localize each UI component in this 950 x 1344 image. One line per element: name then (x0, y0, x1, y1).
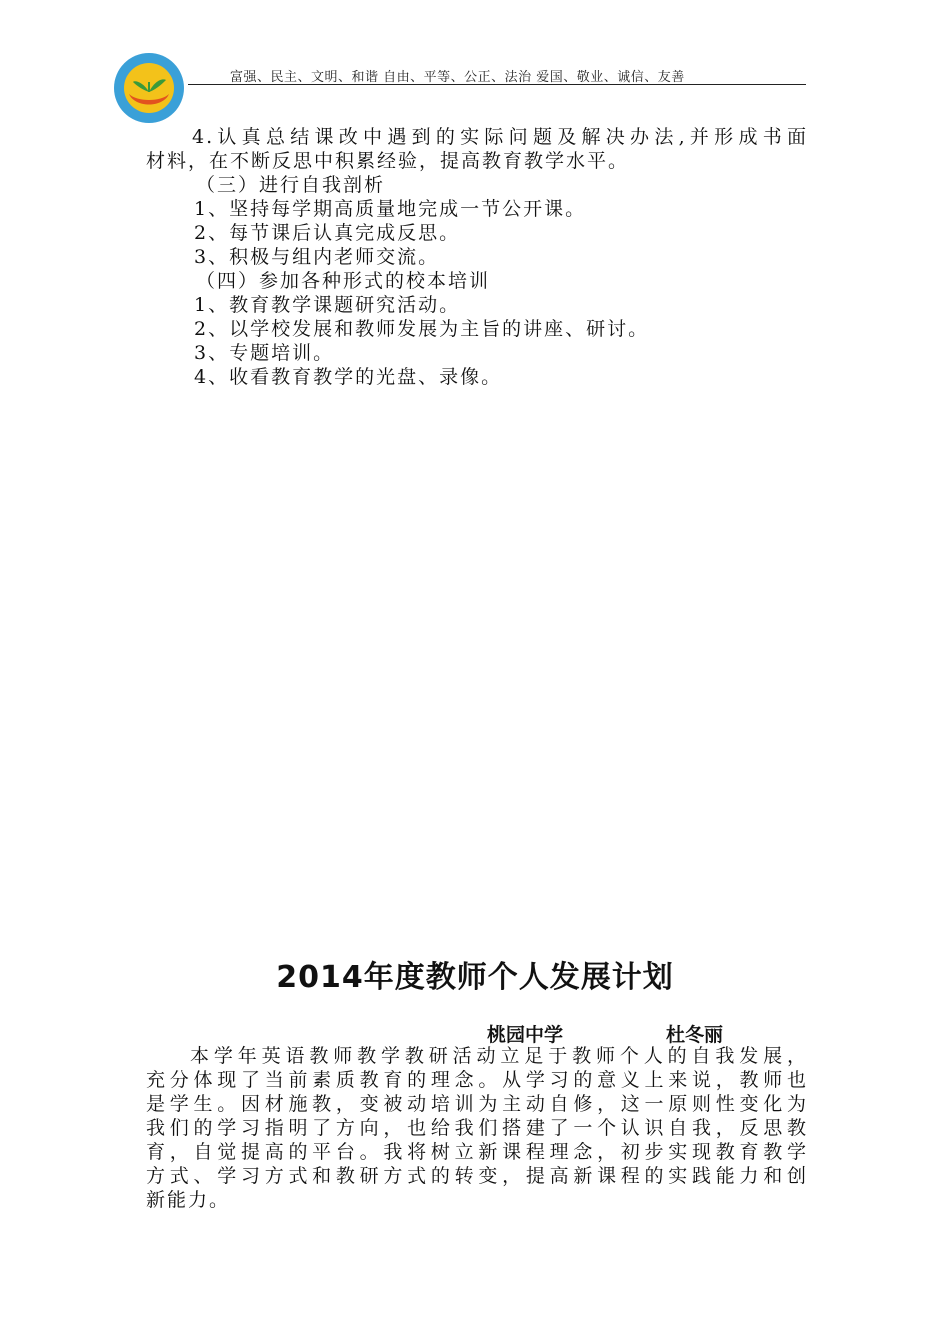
school-logo-icon (113, 52, 185, 124)
author-name: 杜冬丽 (666, 1024, 724, 1046)
paragraph-line: 充分体现了当前素质教育的理念。从学习的意义上来说，教师也 (146, 1069, 808, 1091)
page-header (0, 0, 950, 120)
section-heading-3: （三）进行自我剖析 (196, 174, 386, 196)
list-item: 1、教育教学课题研究活动。 (194, 294, 461, 316)
paragraph-line: 我们的学习指明了方向，也给我们搭建了一个认识自我，反思教 (146, 1117, 808, 1139)
list-item: 2、每节课后认真完成反思。 (194, 222, 461, 244)
header-motto: 富强、民主、文明、和谐 自由、平等、公正、法治 爱国、敬业、诚信、友善 (230, 70, 685, 85)
text-line: 4.认真总结课改中遇到的实际问题及解决办法,并形成书面 (192, 126, 808, 148)
plan-paragraph (146, 1044, 808, 1212)
top-section (146, 125, 808, 389)
header-divider (188, 84, 806, 85)
plan-title: 2014年度教师个人发展计划 (276, 960, 674, 995)
paragraph-line: 育，自觉提高的平台。我将树立新课程理念，初步实现教育教学 (146, 1141, 808, 1163)
list-item: 4、收看教育教学的光盘、录像。 (194, 366, 503, 388)
paragraph-line: 是学生。因材施教，变被动培训为主动自修，这一原则性变化为 (146, 1093, 808, 1115)
section-heading-4: （四）参加各种形式的校本培训 (196, 270, 491, 292)
text-line: 材料，在不断反思中积累经验，提高教育教学水平。 (146, 150, 630, 172)
list-item: 1、坚持每学期高质量地完成一节公开课。 (194, 198, 587, 220)
list-item: 3、积极与组内老师交流。 (194, 246, 440, 268)
paragraph-line: 方式、学习方式和教研方式的转变，提高新课程的实践能力和创 (146, 1165, 808, 1187)
list-item: 3、专题培训。 (194, 342, 335, 364)
paragraph-line: 本学年英语教师教学教研活动立足于教师个人的自我发展， (190, 1045, 808, 1067)
school-name: 桃园中学 (487, 1024, 564, 1046)
paragraph-line: 新能力。 (146, 1189, 231, 1211)
list-item: 2、以学校发展和教师发展为主旨的讲座、研讨。 (194, 318, 650, 340)
